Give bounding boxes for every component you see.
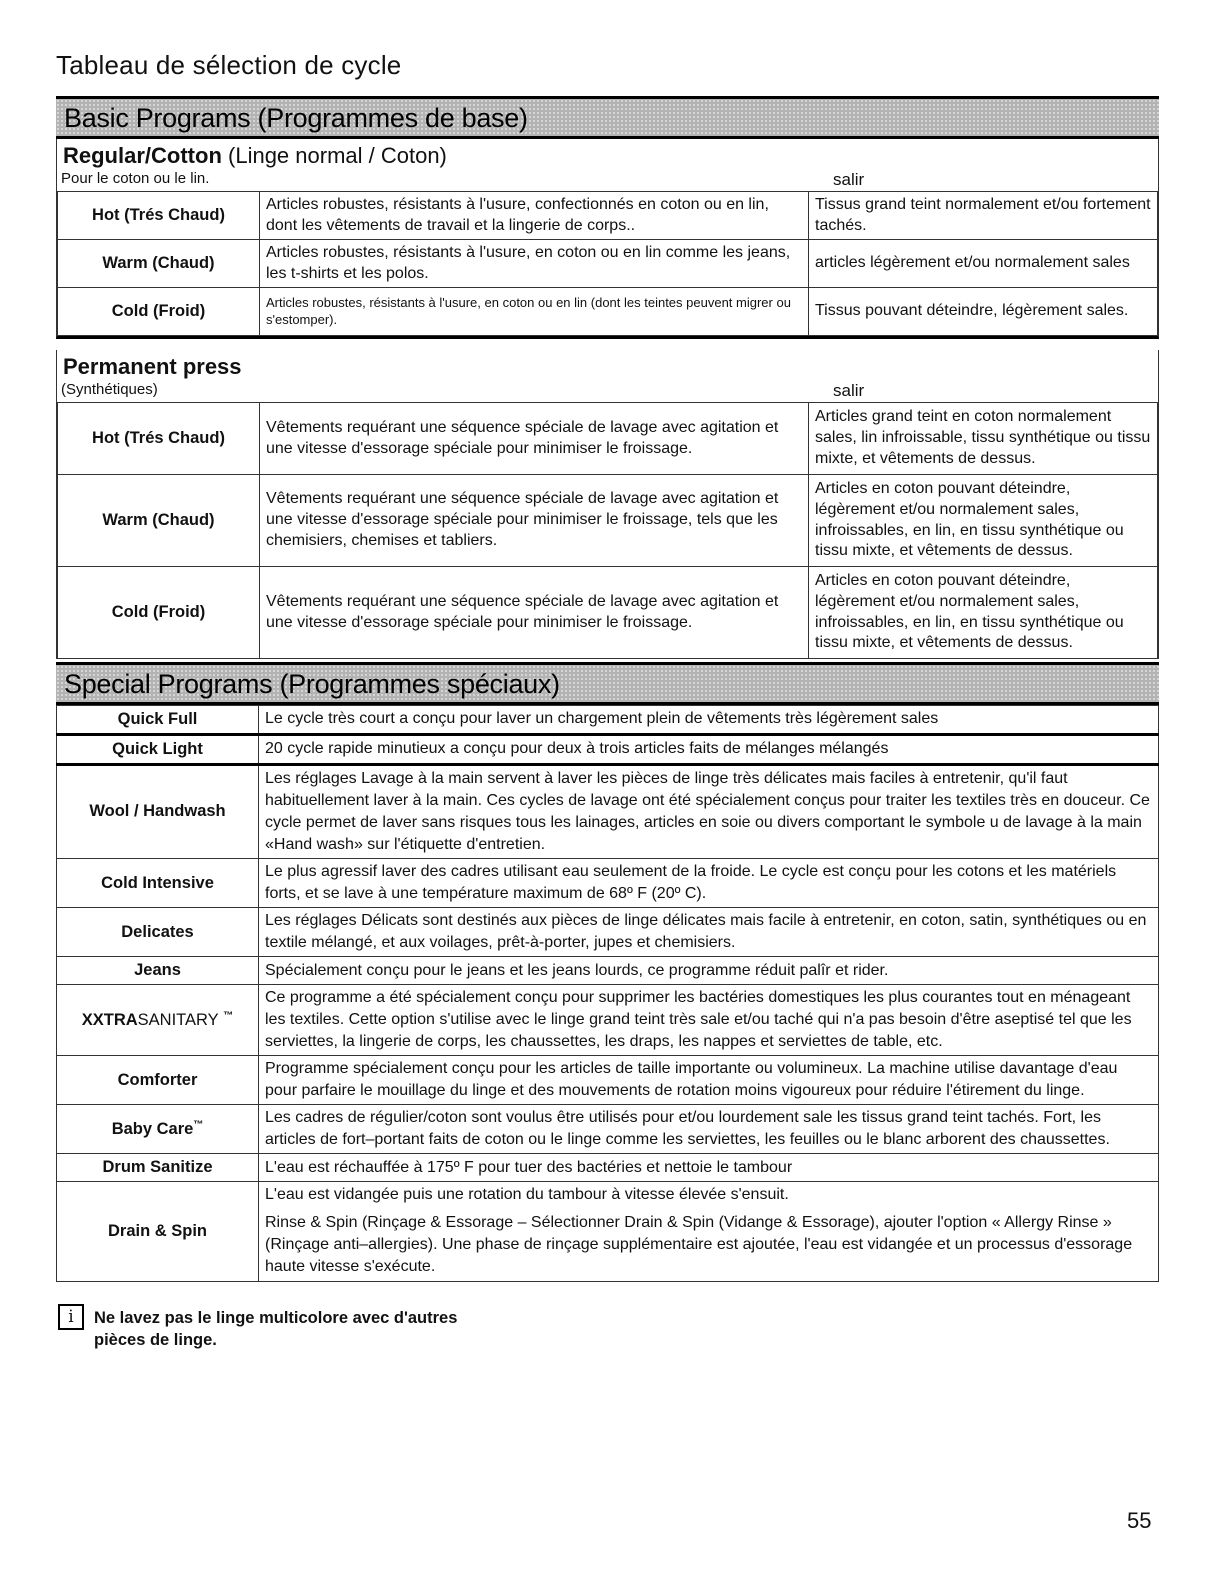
table-row [58,403,1158,475]
temperature-label: Cold (Froid) [58,567,260,659]
table-row [57,1056,1159,1105]
soil-level-header: salir [833,170,865,189]
program-name: Jeans [57,957,259,985]
fabric-description: Articles robustes, résistants à l'usure, confectionnés en coton ou en lin, dont les vêtements de travail et la lingerie de corps.. [260,192,809,240]
table-row [57,734,1159,764]
fabric-description: Articles robustes, résistants à l'usure, en coton ou en lin (dont les teintes peuvent migrer ou s'estomper). [260,288,809,336]
table-row [57,858,1159,907]
soil-description: Articles grand teint en coton normalement sales, lin infroissable, tissu synthétique ou tissu mixte, et vêtements de dessus. [809,403,1158,475]
soil-description: articles légèrement et/ou normalement sales [809,240,1158,288]
program-name: Baby Care™ [57,1105,259,1154]
soil-description: Articles en coton pouvant déteindre, légèrement et/ou normalement sales, infroissables, en lin, en tissu synthétique ou tissu mixte, et vêtements de dessus. [809,567,1158,659]
regular-cotton-title: Regular/Cotton (Linge normal / Coton) [63,143,447,168]
fabric-description: Vêtements requérant une séquence spéciale de lavage avec agitation et une vitesse d'essorage spéciale pour minimiser le froissage. [260,567,809,659]
temperature-label: Warm (Chaud) [58,475,260,567]
page-title: Tableau de sélection de cycle [56,50,402,80]
program-description: Le plus agressif laver des cadres utilisant eau seulement de la froide. Le cycle est conçu pour les cotons et les matériels forts, et se lave à une température maximum de 68º F (20º C). [259,858,1159,907]
soil-description: Tissus grand teint normalement et/ou fortement tachés. [809,192,1158,240]
permanent-press-title: Permanent press [63,354,242,379]
temperature-label: Warm (Chaud) [58,240,260,288]
program-name: Quick Full [57,706,259,735]
program-name: Drain & Spin [57,1182,259,1281]
table-row [58,475,1158,567]
fabric-description: Vêtements requérant une séquence spéciale de lavage avec agitation et une vitesse d'essorage spéciale pour minimiser le froissage, tels que les chemisiers, chemises et tabliers. [260,475,809,567]
temperature-label: Hot (Trés Chaud) [58,192,260,240]
program-name: Comforter [57,1056,259,1105]
program-description: L'eau est vidangée puis une rotation du tambour à vitesse élevée s'ensuit. Rinse & Spin (Rinçage & Essorage – Sélectionner Drain & Spin (Vidange & Essorage), ajouter l'option « Allergy Rinse » (Rinçage anti–allergies). Une phase de rinçage supplémentaire est ajoutée, l'eau est vidangée et un processus d'essorage haute vitesse s'exécute. [259,1182,1159,1281]
permanent-press-table [57,402,1158,659]
table-row [58,240,1158,288]
program-description: L'eau est réchauffée à 175º F pour tuer des bactéries et nettoie le tambour [259,1154,1159,1182]
program-description: Les cadres de régulier/coton sont voulus être utilisés pour et/ou lourdement sale les tissus grand teint tachés. Fort, les articles de fort–portant faits de coton ou le linge comme les serviettes, les feuilles ou le blanc arborent des chaussettes. [259,1105,1159,1154]
program-name: Drum Sanitize [57,1154,259,1182]
info-icon: i [58,1304,84,1330]
regular-cotton-subtitle: Pour le coton ou le lin. [61,170,210,187]
soil-description: Tissus pouvant déteindre, légèrement sales. [809,288,1158,336]
program-description: Ce programme a été spécialement conçu pour supprimer les bactéries domestiques les plus courantes tout en ménageant les textiles. Cette option s'utilise avec le linge grand teint très sale et/ou taché qui n'a pas besoin d'être aseptisé tel que les serviettes, la lingerie de corps, les chaussettes, les draps, les nappes et serviettes de table, etc. [259,984,1159,1055]
program-description: 20 cycle rapide minutieux a conçu pour deux à trois articles faits de mélanges mélangés [259,734,1159,764]
table-row [57,957,1159,985]
soil-description: Articles en coton pouvant déteindre, légèrement et/ou normalement sales, infroissables, en lin, en tissu synthétique ou tissu mixte, et vêtements de dessus. [809,475,1158,567]
temperature-label: Cold (Froid) [58,288,260,336]
fabric-description: Articles robustes, résistants à l'usure, en coton ou en lin comme les jeans, les t-shirts et les polos. [260,240,809,288]
special-programs-band [56,662,1159,705]
program-description: Spécialement conçu pour le jeans et les jeans lourds, ce programme réduit palîr et rider. [259,957,1159,985]
program-name: Cold Intensive [57,858,259,907]
program-description: Les réglages Délicats sont destinés aux pièces de linge délicates mais facile à entretenir, en coton, satin, synthétiques ou en textile mélangé, et aux voilages, prêt-à-porter, jupes et chemisiers. [259,908,1159,957]
program-name: Quick Light [57,734,259,764]
regular-cotton-table [57,191,1158,336]
table-row [57,706,1159,735]
soil-level-header: salir [833,381,865,400]
table-row [57,764,1159,858]
program-description: Programme spécialement conçu pour les articles de taille importante ou volumineux. La machine utilise davantage d'eau pour parfaire le mouillage du linge et des mouvements de rotation moins vigoureux pour réduire l'étirement du linge. [259,1056,1159,1105]
table-row [57,1182,1159,1281]
program-description: Les réglages Lavage à la main servent à laver les pièces de linge très délicates mais faciles à entretenir, qu'il faut habituellement laver à la main. Ces cycles de lavage ont été spécialement conçus pour traiter les textiles très en douceur. Ce cycle permet de laver sans risques tous les lainages, articles en soie ou divers comportant le symbole u de lavage à la main «Hand wash» sur l'étiquette d'entretien. [259,764,1159,858]
program-name: Delicates [57,908,259,957]
table-row [58,567,1158,659]
permanent-press-section [56,350,1159,659]
temperature-label: Hot (Trés Chaud) [58,403,260,475]
basic-programs-heading: Basic Programs (Programmes de base) [64,103,528,133]
permanent-press-subtitle: (Synthétiques) [61,381,158,398]
page-number: 55 [1127,1508,1152,1533]
special-programs-table [56,705,1159,1282]
table-row [58,288,1158,336]
fabric-description: Vêtements requérant une séquence spéciale de lavage avec agitation et une vitesse d'essorage spéciale pour minimiser le froissage. [260,403,809,475]
table-row [57,908,1159,957]
table-row [57,1154,1159,1182]
regular-cotton-section [56,139,1159,339]
table-row [58,192,1158,240]
note-text: Ne lavez pas le linge multicolore avec d'autres pièces de linge. [94,1309,458,1350]
program-name: Wool / Handwash [57,764,259,858]
special-programs-heading: Special Programs (Programmes spéciaux) [64,669,560,699]
basic-programs-band [56,96,1159,139]
program-description: Le cycle très court a conçu pour laver un chargement plein de vêtements très légèrement sales [259,706,1159,735]
table-row [57,1105,1159,1154]
program-name: XXTRASANITARY ™ [57,984,259,1055]
table-row [57,984,1159,1055]
